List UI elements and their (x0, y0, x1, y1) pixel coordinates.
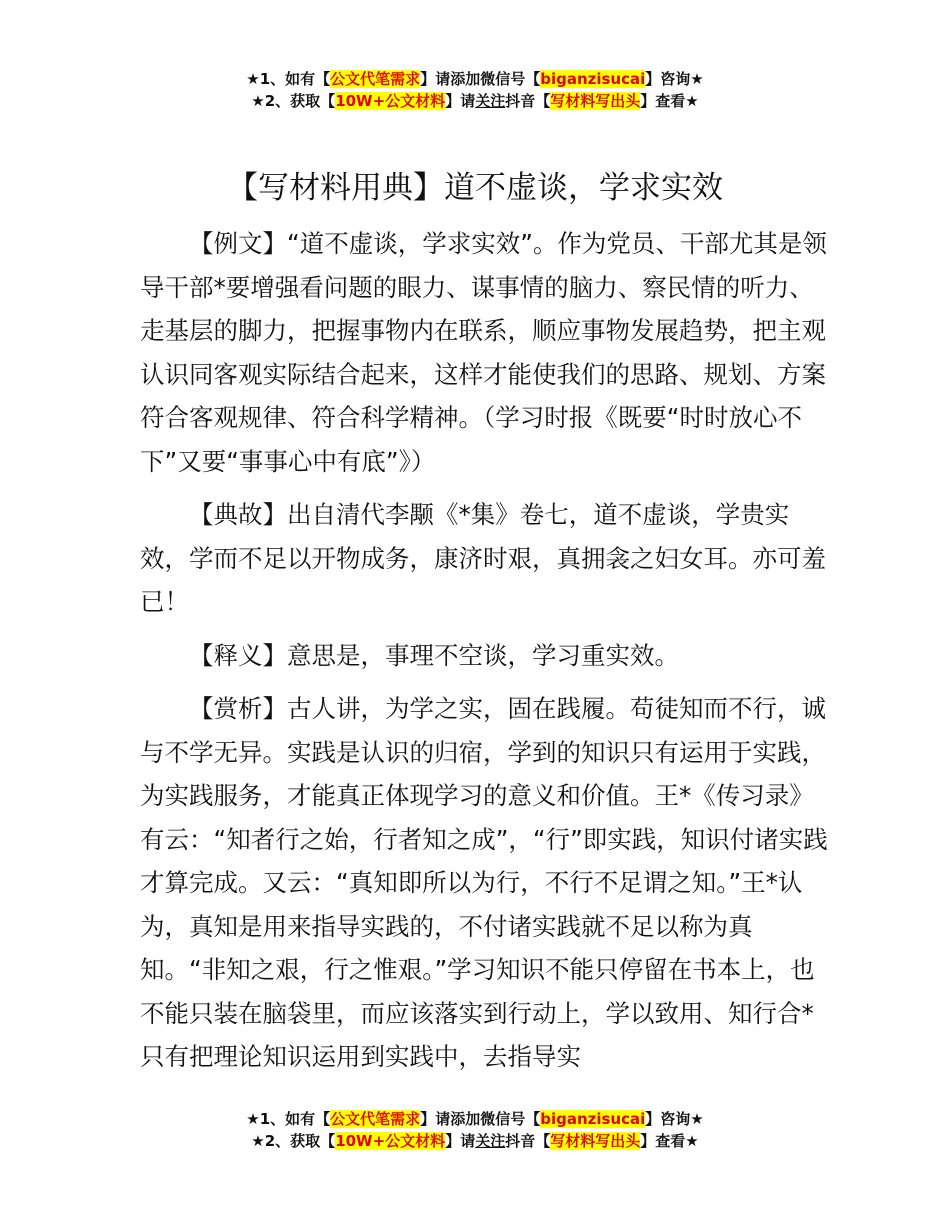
banner-line-2: ★2、获取【10W+公文材料】请关注抖音【写材料写出头】查看★ (251, 92, 699, 110)
highlight-wechat-id: biganzisucai (540, 1110, 646, 1128)
paragraph-allusion: 【典故】出自清代李颙《*集》卷七，道不虚谈，学贵实效，学而不足以开物成务，康济时艰，真拥衾之妇女耳。亦可羞已！ (140, 500, 826, 616)
highlight-account: 写材料写出头 (550, 1132, 641, 1150)
underline-follow: 关注 (475, 1132, 506, 1150)
document-body (140, 222, 830, 1089)
highlight-materials: 10W+公文材料 (335, 92, 446, 110)
underline-follow: 关注 (475, 92, 506, 110)
highlight-account: 写材料写出头 (550, 92, 641, 110)
document-title: 【写材料用典】道不虚谈，学求实效 (227, 170, 723, 206)
highlight-service: 公文代笔需求 (330, 1110, 421, 1128)
paragraph-example: 【例文】“道不虚谈，学求实效”。作为党员、干部尤其是领导干部*要增强看问题的眼力、谋事情的脑力、察民情的听力、走基层的脚力，把握事物内在联系，顺应事物发展趋势，把主观认识同客观实际结合起来，这样才能使我们的思路、规划、方案符合客观规律、符合科学精神。（学习时报《既要“时时放心不下”又要“事事心中有底”》） (140, 229, 827, 476)
paragraph-appreciation: 【赏析】古人讲，为学之实，固在践履。苟徒知而不行，诚与不学无异。实践是认识的归宿，学到的知识只有运用于实践，为实践服务，才能真正体现学习的意义和价值。王*《传习录》有云：“知者行之始，行者知之成”，“行”即实践，知识付诸实践才算完成。又云：“真知即所以为行，不行不足谓之知。”王*认为，真知是用来指导实践的，不付诸实践就不足以称为真知。“非知之艰，行之惟艰。”学习知识不能只停留在书本上，也不能只装在脑袋里，而应该落实到行动上，学以致用、知行合*只有把理论知识运用到实践中，去指导实 (140, 694, 828, 1071)
highlight-materials: 10W+公文材料 (335, 1132, 446, 1150)
banner-line-1: ★1、如有【公文代笔需求】请添加微信号【biganzisucai】咨询★ (246, 1110, 704, 1128)
banner-line-2: ★2、获取【10W+公文材料】请关注抖音【写材料写出头】查看★ (251, 1132, 699, 1150)
paragraph-meaning: 【释义】意思是，事理不空谈，学习重实效。 (189, 640, 679, 670)
footer-banner (0, 1108, 950, 1152)
highlight-service: 公文代笔需求 (330, 70, 421, 88)
banner-line-1: ★1、如有【公文代笔需求】请添加微信号【biganzisucai】咨询★ (246, 70, 704, 88)
highlight-wechat-id: biganzisucai (540, 70, 646, 88)
header-banner (0, 68, 950, 112)
